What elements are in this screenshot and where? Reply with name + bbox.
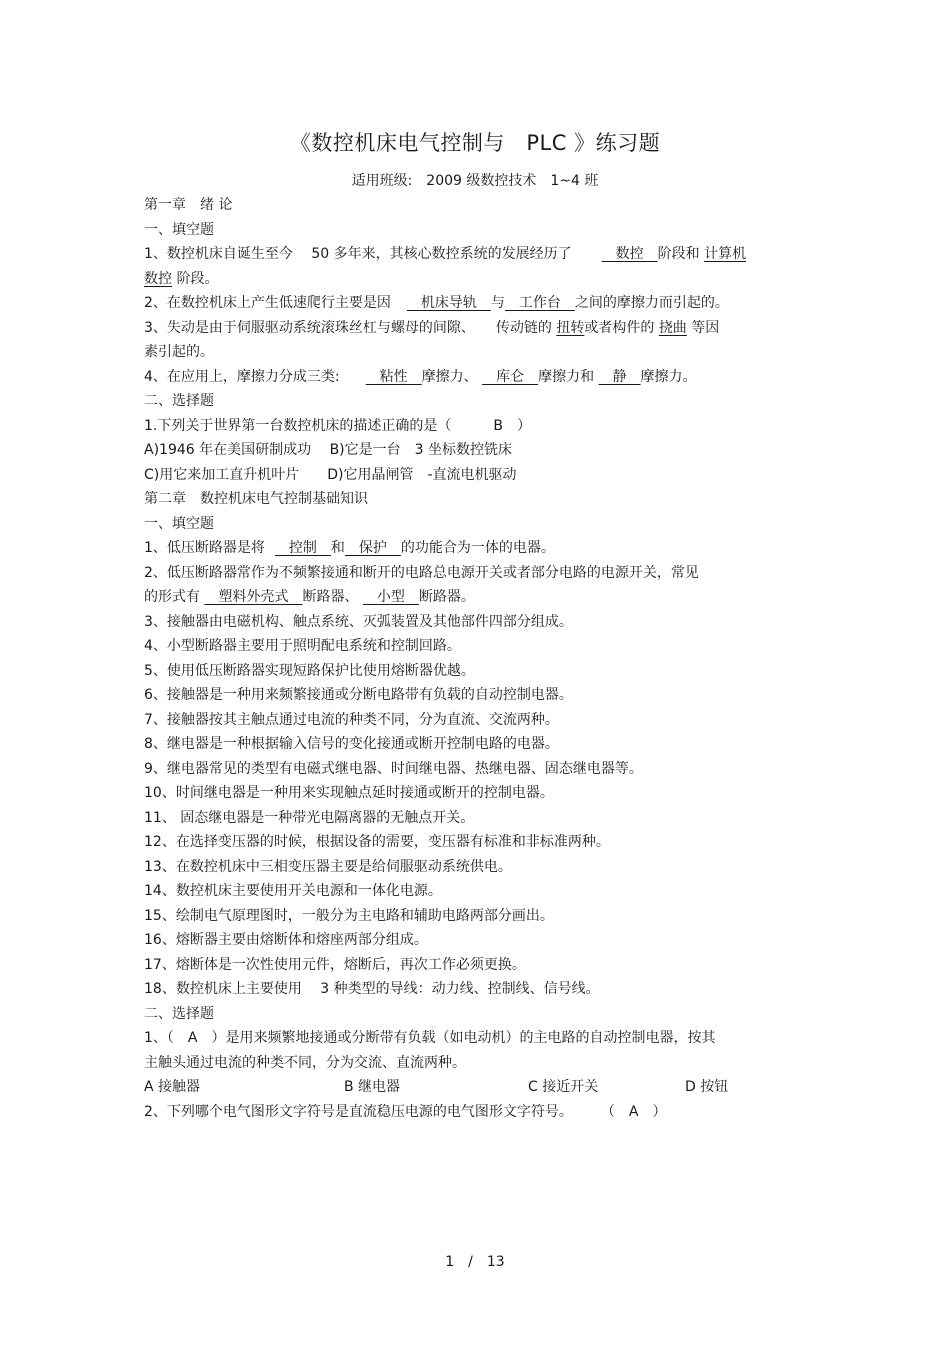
question-line: 17、熔断体是一次性使用元件，熔断后，再次工作必须更换。	[144, 956, 526, 973]
document-subtitle: 适用班级: 2009 级数控技术 1~4 班	[351, 173, 599, 189]
section-heading: 一、填空题	[144, 515, 214, 532]
answer-blank: 扭转	[556, 319, 585, 336]
question-line: 的形式有 塑料外壳式 断路器、 小型 断路器。	[144, 589, 475, 605]
answer-blank: 机床导轨	[406, 295, 491, 311]
question-line: 16、熔断器主要由熔断体和熔座两部分组成。	[144, 932, 428, 948]
question-line: 7、接触器按其主触点通过电流的种类不同，分为直流、交流两种。	[144, 711, 559, 728]
answer-blank: 计算机	[704, 246, 747, 262]
question-line: 1、低压断路器是将 控制 和 保护 的功能合为一体的电器。	[144, 540, 555, 556]
answer-blank: 粘性	[365, 368, 422, 385]
answer-blank: 小型	[362, 589, 419, 605]
question-line: 18、数控机床上主要使用 3 种类型的导线：动力线、控制线、信号线。	[144, 981, 600, 997]
question-line: 1、数控机床自诞生至今 50 多年来，其核心数控系统的发展经历了 数控 阶段和 计算机	[144, 246, 747, 262]
answer-blank: 静	[598, 368, 641, 385]
question-line: 11、 固态继电器是一种带光电隔离器的无触点开关。	[144, 809, 475, 826]
question-line: 2、在数控机床上产生低速爬行主要是因 机床导轨 与 工作台 之间的摩擦力而引起的。	[144, 295, 729, 311]
chapter-heading: 第二章 数控机床电气控制基础知识	[144, 491, 368, 507]
question-line: 9、继电器常见的类型有电磁式继电器、时间继电器、热继电器、固态继电器等。	[144, 760, 643, 777]
answer-blank: 数控	[144, 270, 172, 287]
answer-blank: 塑料外壳式	[204, 589, 303, 605]
document-title: 《数控机床电气控制与 PLC 》练习题	[289, 131, 661, 155]
question-line: 2、下列哪个电气图形文字符号是直流稳压电源的电气图形文字符号。 （ A ）	[144, 1103, 667, 1120]
section-heading: 二、选择题	[144, 1005, 214, 1022]
section-heading: 二、选择题	[144, 393, 214, 409]
question-line: 主触头通过电流的种类不同，分为交流、直流两种。	[144, 1054, 466, 1071]
question-line: 13、在数控机床中三相变压器主要是给伺服驱动系统供电。	[144, 858, 512, 875]
page-number: 1 / 13	[445, 1254, 505, 1270]
option-c: C 接近开关	[528, 1079, 599, 1095]
answer-blank: 保护	[344, 540, 401, 556]
answer-blank: 控制	[274, 540, 331, 556]
answer-blank: 挠曲	[658, 319, 687, 336]
question-line: 素引起的。	[144, 344, 214, 360]
option-line: C)用它来加工直升机叶片 D)它用晶闸管 -直流电机驱动	[144, 466, 517, 483]
option-b: B 继电器	[344, 1079, 401, 1095]
question-line: 12、在选择变压器的时候，根据设备的需要，变压器有标准和非标准两种。	[144, 834, 610, 850]
question-line: 15、绘制电气原理图时，一般分为主电路和辅助电路两部分画出。	[144, 907, 554, 924]
option-a: A 接触器	[144, 1079, 201, 1095]
answer-blank: 工作台	[504, 295, 575, 311]
question-line: 10、时间继电器是一种用来实现触点延时接通或断开的控制电器。	[144, 785, 554, 801]
question-line: 1、（ A ）是用来频繁地接通或分断带有负载（如电动机）的主电路的自动控制电器，按其	[144, 1030, 716, 1046]
question-line: 14、数控机床主要使用开关电源和一体化电源。	[144, 883, 442, 899]
question-line: 数控 阶段。	[144, 270, 219, 287]
option-line: A)1946 年在美国研制成功 B)它是一台 3 坐标数控铣床	[144, 442, 512, 458]
question-line: 8、继电器是一种根据输入信号的变化接通或断开控制电路的电器。	[144, 736, 559, 752]
question-line: 4、在应用上，摩擦力分成三类: 粘性 摩擦力、 库仑 摩擦力和 静 摩擦力。	[144, 368, 697, 385]
answer-blank: 库仑	[482, 368, 539, 385]
option-d: D 按钮	[685, 1079, 729, 1095]
option-line	[144, 1075, 814, 1100]
document-body	[144, 193, 814, 1124]
question-line: 5、使用低压断路器实现短路保护比使用熔断器优越。	[144, 662, 475, 679]
chapter-heading: 第一章 绪 论	[144, 197, 233, 213]
question-line: 3、失动是由于伺服驱动系统滚珠丝杠与螺母的间隙、 传动链的 扭转或者构件的 挠曲 等因	[144, 319, 720, 336]
answer-blank: 数控	[601, 246, 658, 262]
question-line: 4、小型断路器主要用于照明配电系统和控制回路。	[144, 638, 461, 654]
question-line: 1.下列关于世界第一台数控机床的描述正确的是（ B ）	[144, 417, 531, 434]
section-heading: 一、填空题	[144, 221, 214, 238]
question-line: 6、接触器是一种用来频繁接通或分断电路带有负载的自动控制电器。	[144, 687, 573, 703]
question-line: 2、低压断路器常作为不频繁接通和断开的电路总电源开关或者部分电路的电源开关，常见	[144, 564, 699, 581]
question-line: 3、接触器由电磁机构、触点系统、灭弧装置及其他部件四部分组成。	[144, 613, 573, 630]
